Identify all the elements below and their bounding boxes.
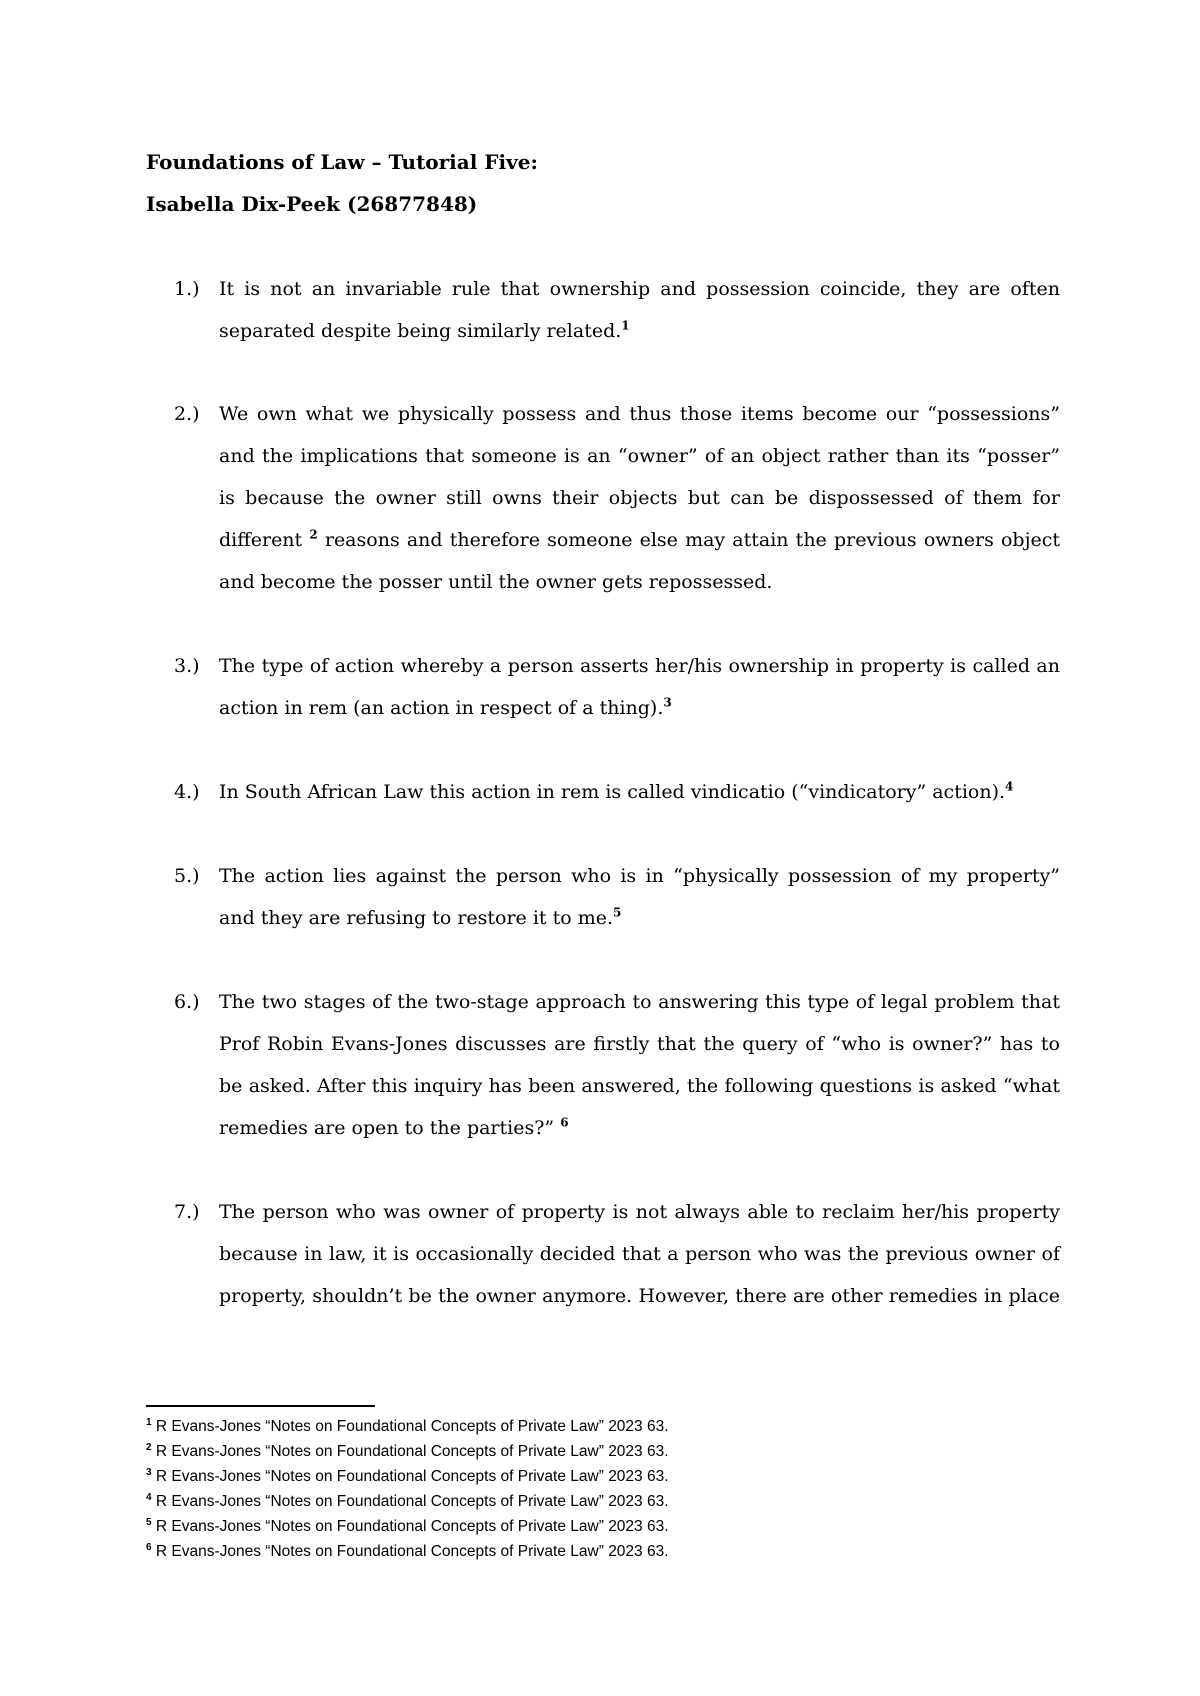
item-line: and become the posser until the owner gets repossessed. [219, 571, 773, 593]
item-text [219, 771, 1060, 813]
item-line: because in law, it is occasionally decided that a person who was the previous owner of [219, 1243, 1060, 1265]
item-line: Prof Robin Evans-Jones discusses are firstly that the query of “who is owner?” has to [219, 1033, 1060, 1055]
item-number: 6.) [174, 991, 200, 1013]
item-line: property, shouldn’t be the owner anymore. However, there are other remedies in place [219, 1285, 1060, 1307]
footnote-text: R Evans-Jones “Notes on Foundational Concepts of Private Law” 2023 63. [155, 1443, 669, 1460]
footnote-text: R Evans-Jones “Notes on Foundational Concepts of Private Law” 2023 63. [155, 1518, 669, 1535]
item-line-text: remedies are open to the parties?” [219, 1117, 555, 1139]
item-line [219, 897, 1060, 939]
item-line [219, 310, 1060, 352]
item-number: 1.) [174, 278, 200, 300]
footnote [146, 1489, 669, 1514]
item-line: and the implications that someone is an “owner” of an object rather than its “posser” [219, 445, 1060, 467]
footnote [146, 1414, 669, 1439]
footnote [146, 1439, 669, 1464]
item-text [219, 981, 1060, 1149]
footnote-reference: 3 [663, 695, 672, 710]
item-number: 7.) [174, 1201, 200, 1223]
footnote-mark: 5 [146, 1516, 152, 1528]
footnote-mark: 1 [146, 1416, 152, 1428]
footnote-text: R Evans-Jones “Notes on Foundational Concepts of Private Law” 2023 63. [155, 1418, 669, 1435]
item-text [219, 268, 1060, 352]
item-line: The action lies against the person who is in “physically possession of my property” [219, 865, 1060, 887]
item-line-text: reasons and therefore someone else may attain the previous owners object [324, 529, 1060, 551]
item-line: It is not an invariable rule that ownership and possession coincide, they are often [219, 278, 1060, 300]
footnote-text: R Evans-Jones “Notes on Foundational Concepts of Private Law” 2023 63. [155, 1468, 669, 1485]
footnote-mark: 6 [146, 1541, 152, 1553]
footnotes-section [146, 1414, 669, 1564]
item-text [219, 393, 1060, 603]
item-text [219, 1191, 1060, 1317]
item-line: be asked. After this inquiry has been answered, the following questions is asked “what [219, 1075, 1060, 1097]
item-line [219, 771, 1060, 813]
item-number: 2.) [174, 403, 200, 425]
item-line [219, 687, 1060, 729]
footnote [146, 1539, 669, 1564]
item-line-text: action in rem (an action in respect of a thing). [219, 697, 664, 719]
item-number: 5.) [174, 865, 200, 887]
item-line-text: separated despite being similarly related. [219, 320, 622, 342]
item-text [219, 855, 1060, 939]
footnote-reference: 6 [560, 1115, 569, 1130]
item-line-text: and they are refusing to restore it to me. [219, 907, 614, 929]
item-text [219, 645, 1060, 729]
footnote [146, 1464, 669, 1489]
footnote-reference: 1 [621, 318, 630, 333]
item-number: 4.) [174, 781, 200, 803]
footnote-mark: 4 [146, 1491, 152, 1503]
footnote-text: R Evans-Jones “Notes on Foundational Concepts of Private Law” 2023 63. [155, 1493, 669, 1510]
item-line: We own what we physically possess and thus those items become our “possessions” [219, 403, 1060, 425]
footnote-mark: 3 [146, 1466, 152, 1478]
item-line-text: different [219, 529, 303, 551]
item-line: The person who was owner of property is not always able to reclaim her/his property [219, 1201, 1060, 1223]
item-number: 3.) [174, 655, 200, 677]
footnote-text: R Evans-Jones “Notes on Foundational Concepts of Private Law” 2023 63. [155, 1543, 669, 1560]
item-line [219, 1107, 1060, 1149]
item-line: The type of action whereby a person asserts her/his ownership in property is called an [219, 655, 1060, 677]
item-line: is because the owner still owns their objects but can be dispossessed of them for [219, 487, 1060, 509]
item-line [219, 519, 1060, 561]
footnote-divider [146, 1405, 375, 1407]
footnote-mark: 2 [146, 1441, 152, 1453]
item-line: The two stages of the two-stage approach to answering this type of legal problem that [219, 991, 1060, 1013]
author-line: Isabella Dix-Peek (26877848) [146, 192, 478, 216]
item-line-text: In South African Law this action in rem is called vindicatio (“vindicatory” action). [219, 781, 1006, 803]
footnote [146, 1514, 669, 1539]
footnote-reference: 4 [1005, 779, 1014, 794]
document-title: Foundations of Law – Tutorial Five: [146, 150, 538, 174]
footnote-reference: 5 [613, 905, 622, 920]
footnote-reference: 2 [309, 527, 318, 542]
